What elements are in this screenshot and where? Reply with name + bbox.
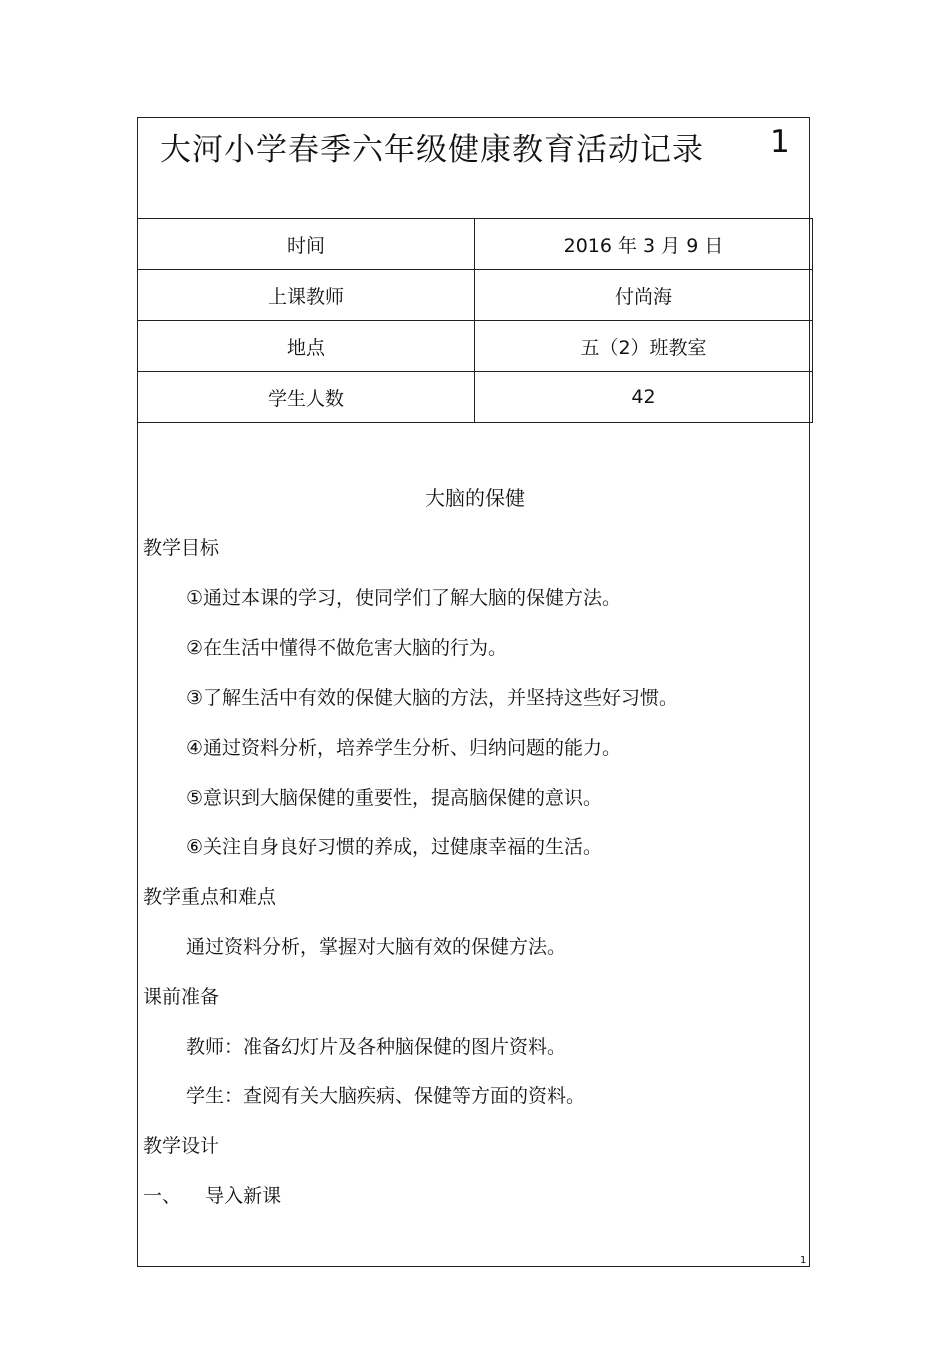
prep-student: 学生：查阅有关大脑疾病、保健等方面的资料。 [186, 1085, 586, 1107]
design-heading: 教学设计 [143, 1135, 220, 1157]
goals-heading: 教学目标 [143, 537, 220, 559]
table-row [138, 219, 813, 270]
teacher-value: 付尚海 [475, 270, 813, 321]
section-heading: 一、 导入新课 [143, 1185, 282, 1207]
lesson-title: 大脑的保健 [425, 486, 525, 510]
students-label: 学生人数 [138, 372, 475, 423]
document-title: 大河小学春季六年级健康教育活动记录 [160, 132, 704, 168]
page-number: 1 [800, 1255, 807, 1266]
prep-teacher: 教师：准备幻灯片及各种脑保健的图片资料。 [186, 1036, 567, 1058]
goal-item: ④通过资料分析，培养学生分析、归纳问题的能力。 [186, 737, 622, 759]
time-label: 时间 [138, 219, 475, 270]
time-value: 2016 年 3 月 9 日 [475, 219, 813, 270]
prep-heading: 课前准备 [143, 986, 220, 1008]
key-heading: 教学重点和难点 [143, 886, 277, 908]
teacher-label: 上课教师 [138, 270, 475, 321]
title-number: 1 [770, 124, 790, 160]
location-label: 地点 [138, 321, 475, 372]
info-table [137, 218, 813, 423]
students-value: 42 [475, 372, 813, 423]
goal-item: ⑥关注自身良好习惯的养成，过健康幸福的生活。 [186, 836, 603, 858]
key-text: 通过资料分析，掌握对大脑有效的保健方法。 [186, 936, 567, 958]
table-row [138, 270, 813, 321]
goal-item: ③了解生活中有效的保健大脑的方法，并坚持这些好习惯。 [186, 687, 679, 709]
location-value: 五（2）班教室 [475, 321, 813, 372]
table-row [138, 372, 813, 423]
table-row [138, 321, 813, 372]
goal-item: ①通过本课的学习，使同学们了解大脑的保健方法。 [186, 587, 622, 609]
goal-item: ⑤意识到大脑保健的重要性，提高脑保健的意识。 [186, 787, 603, 809]
goal-item: ②在生活中懂得不做危害大脑的行为。 [186, 637, 508, 659]
